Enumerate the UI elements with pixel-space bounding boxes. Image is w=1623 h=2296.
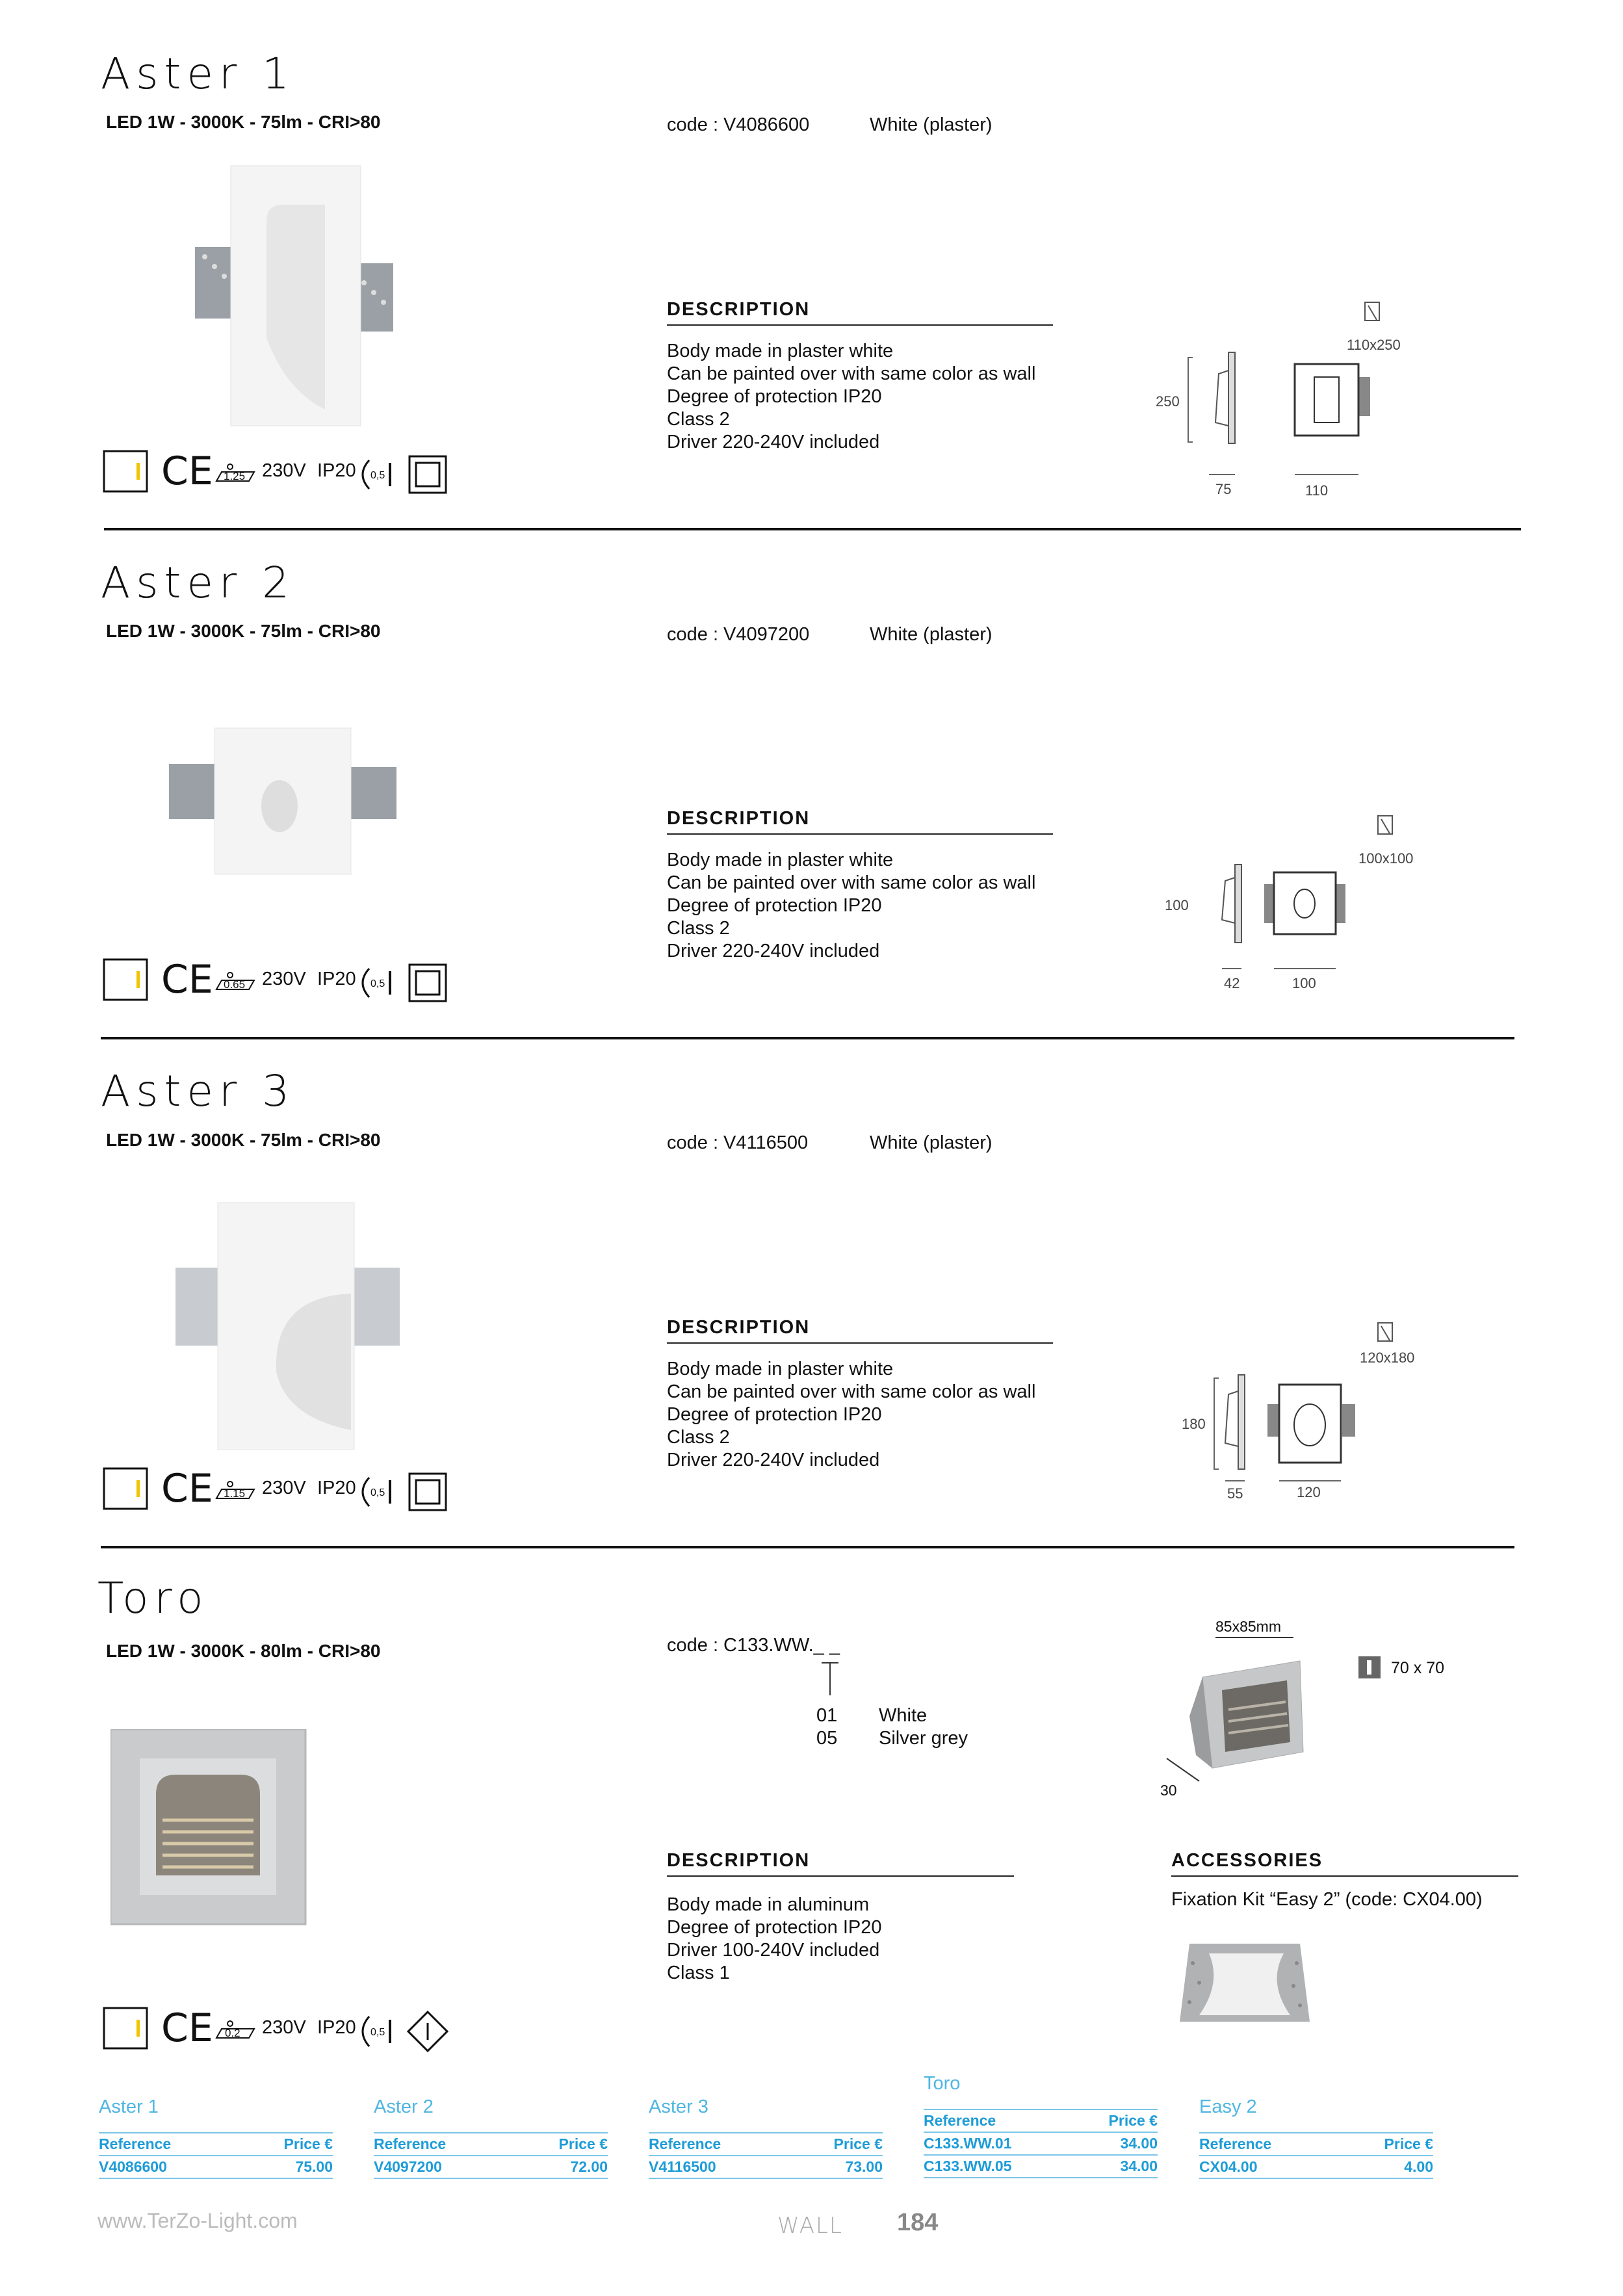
variant-code: 01 [816, 1705, 838, 1726]
description-list: Body made in plaster white Can be painted over with same color as wall Degree of protection IP20 Class 2 Driver 220-240V included [667, 341, 1036, 452]
product-spec: LED 1W - 3000K - 75lm - CRI>80 [106, 112, 381, 132]
price-table-title: Easy 2 [1199, 2096, 1257, 2117]
svg-text:180: 180 [1182, 1416, 1206, 1432]
voltage-label: 230V [262, 1478, 306, 1498]
description-heading: DESCRIPTION [667, 808, 1053, 835]
variant-name: Silver grey [879, 1728, 968, 1749]
col-reference: Reference [99, 2133, 238, 2156]
section-divider [101, 1037, 1514, 1039]
price-table-aster-2 [374, 2096, 608, 2179]
certification-icons [103, 2005, 467, 2054]
description-list: Body made in plaster white Can be painted over with same color as wall Degree of protection IP20 Class 2 Driver 220-240V included [667, 850, 1036, 961]
product-finish: White (plaster) [870, 114, 993, 135]
description-heading: DESCRIPTION [667, 1850, 1014, 1877]
price-table-toro [924, 2073, 1158, 2178]
svg-text:CE: CE [161, 449, 213, 494]
glow-wire-icon [356, 2009, 473, 2054]
svg-text:0,5: 0,5 [370, 470, 385, 481]
svg-text:1.15: 1.15 [224, 1487, 246, 1500]
accessories-text: Fixation Kit “Easy 2” (code: CX04.00) [1171, 1889, 1483, 1910]
glow-wire-icon [356, 963, 473, 1002]
svg-text:CE: CE [161, 957, 213, 1002]
accessories-heading: ACCESSORIES [1171, 1850, 1518, 1877]
voltage-label: 230V [262, 460, 306, 481]
code-pointer-icon [820, 1662, 840, 1697]
certification-icons [103, 449, 467, 497]
price-table-aster-1 [99, 2096, 333, 2179]
table-row: C133.WW.01 34.00 [924, 2132, 1158, 2155]
footer-website-link[interactable]: www.TerZo-Light.com [97, 2209, 298, 2232]
product-photo [110, 1729, 312, 1931]
description-list: Body made in aluminum Degree of protection IP20 Driver 100-240V included Class 1 [667, 1894, 882, 1983]
table-row: V4097200 72.00 [374, 2156, 608, 2178]
product-title: Aster 3 [101, 1066, 296, 1116]
col-reference: Reference [1199, 2133, 1338, 2156]
svg-text:110: 110 [1305, 482, 1329, 499]
description-heading: DESCRIPTION [667, 1317, 1053, 1344]
col-reference: Reference [649, 2133, 788, 2156]
svg-text:100: 100 [1292, 975, 1316, 991]
description-heading: DESCRIPTION [667, 299, 1053, 326]
product-title: Aster 1 [101, 49, 296, 99]
col-price: Price € [1074, 2109, 1158, 2132]
product-photo [188, 143, 403, 436]
product-code: code : V4116500 [667, 1132, 809, 1153]
description-list: Body made in plaster white Can be painted over with same color as wall Degree of protection IP20 Class 2 Driver 220-240V included [667, 1359, 1036, 1470]
section-divider [104, 528, 1521, 530]
svg-text:CE: CE [161, 1466, 213, 1511]
product-code: code : C133.WW._ _ [667, 1635, 840, 1656]
product-photo [149, 1183, 403, 1456]
col-price: Price € [1338, 2133, 1433, 2156]
product-spec: LED 1W - 3000K - 75lm - CRI>80 [106, 621, 381, 641]
footer-section: WALL [777, 2213, 843, 2239]
product-photo [156, 702, 403, 897]
svg-text:0,5: 0,5 [370, 2027, 385, 2038]
technical-drawing [1157, 1313, 1430, 1508]
ip-label: IP20 [317, 1478, 356, 1498]
product-spec: LED 1W - 3000K - 80lm - CRI>80 [106, 1641, 381, 1661]
ip-label: IP20 [317, 460, 356, 481]
col-price: Price € [513, 2133, 608, 2156]
table-row: V4116500 73.00 [649, 2156, 883, 2178]
svg-text:55: 55 [1227, 1485, 1243, 1502]
svg-text:100x100: 100x100 [1358, 850, 1414, 867]
product-code: code : V4086600 [667, 114, 810, 135]
svg-text:120: 120 [1297, 1484, 1321, 1500]
table-row: V4086600 75.00 [99, 2156, 333, 2178]
variant-name: White [879, 1705, 928, 1726]
voltage-label: 230V [262, 969, 306, 989]
size-rule [1215, 1637, 1293, 1638]
price-table-title: Aster 2 [374, 2096, 434, 2117]
glow-wire-icon [356, 455, 473, 494]
col-reference: Reference [374, 2133, 513, 2156]
variant-code: 05 [816, 1728, 838, 1749]
ip-label: IP20 [317, 969, 356, 989]
svg-text:CE: CE [161, 2005, 213, 2051]
price-table-title: Aster 1 [99, 2096, 159, 2117]
page-number: 184 [897, 2209, 939, 2236]
product-title: Aster 2 [101, 558, 296, 608]
product-code: code : V4097200 [667, 624, 810, 645]
col-price: Price € [238, 2133, 333, 2156]
fixation-kit-photo [1170, 1937, 1319, 2035]
svg-text:0.2: 0.2 [225, 2027, 240, 2039]
glow-wire-icon [356, 1472, 473, 1511]
product-title: Toro [97, 1573, 209, 1623]
technical-drawing [1157, 806, 1430, 1001]
depth-indicator [1160, 1755, 1225, 1807]
certification-icons [103, 957, 467, 1006]
voltage-label: 230V [262, 2017, 306, 2038]
svg-text:1.25: 1.25 [224, 470, 246, 482]
col-price: Price € [788, 2133, 883, 2156]
certification-icons [103, 1466, 467, 1515]
price-table-easy-2 [1199, 2096, 1433, 2179]
table-row: CX04.00 4.00 [1199, 2156, 1433, 2178]
toro-size-label: 85x85mm [1215, 1618, 1281, 1635]
svg-text:0,5: 0,5 [370, 1487, 385, 1498]
table-row: C133.WW.05 34.00 [924, 2155, 1158, 2178]
technical-drawing [1144, 293, 1417, 501]
svg-text:250: 250 [1156, 393, 1180, 410]
cutout-icon [1357, 1655, 1383, 1681]
product-finish: White (plaster) [870, 1132, 993, 1153]
svg-text:42: 42 [1224, 975, 1240, 991]
ip-label: IP20 [317, 2017, 356, 2038]
price-table-aster-3 [649, 2096, 883, 2179]
col-reference: Reference [924, 2109, 1074, 2132]
section-divider [101, 1546, 1514, 1548]
price-table-title: Aster 3 [649, 2096, 708, 2117]
svg-text:75: 75 [1215, 481, 1232, 497]
cutout-label: 70 x 70 [1391, 1659, 1445, 1677]
product-spec: LED 1W - 3000K - 75lm - CRI>80 [106, 1130, 381, 1150]
svg-text:110x250: 110x250 [1347, 337, 1401, 353]
svg-text:30: 30 [1160, 1782, 1177, 1799]
price-table-title: Toro [924, 2073, 961, 2094]
svg-text:120x180: 120x180 [1360, 1350, 1415, 1366]
svg-text:0.65: 0.65 [224, 978, 246, 991]
product-finish: White (plaster) [870, 624, 993, 645]
svg-text:100: 100 [1165, 897, 1189, 913]
svg-text:0,5: 0,5 [370, 978, 385, 989]
